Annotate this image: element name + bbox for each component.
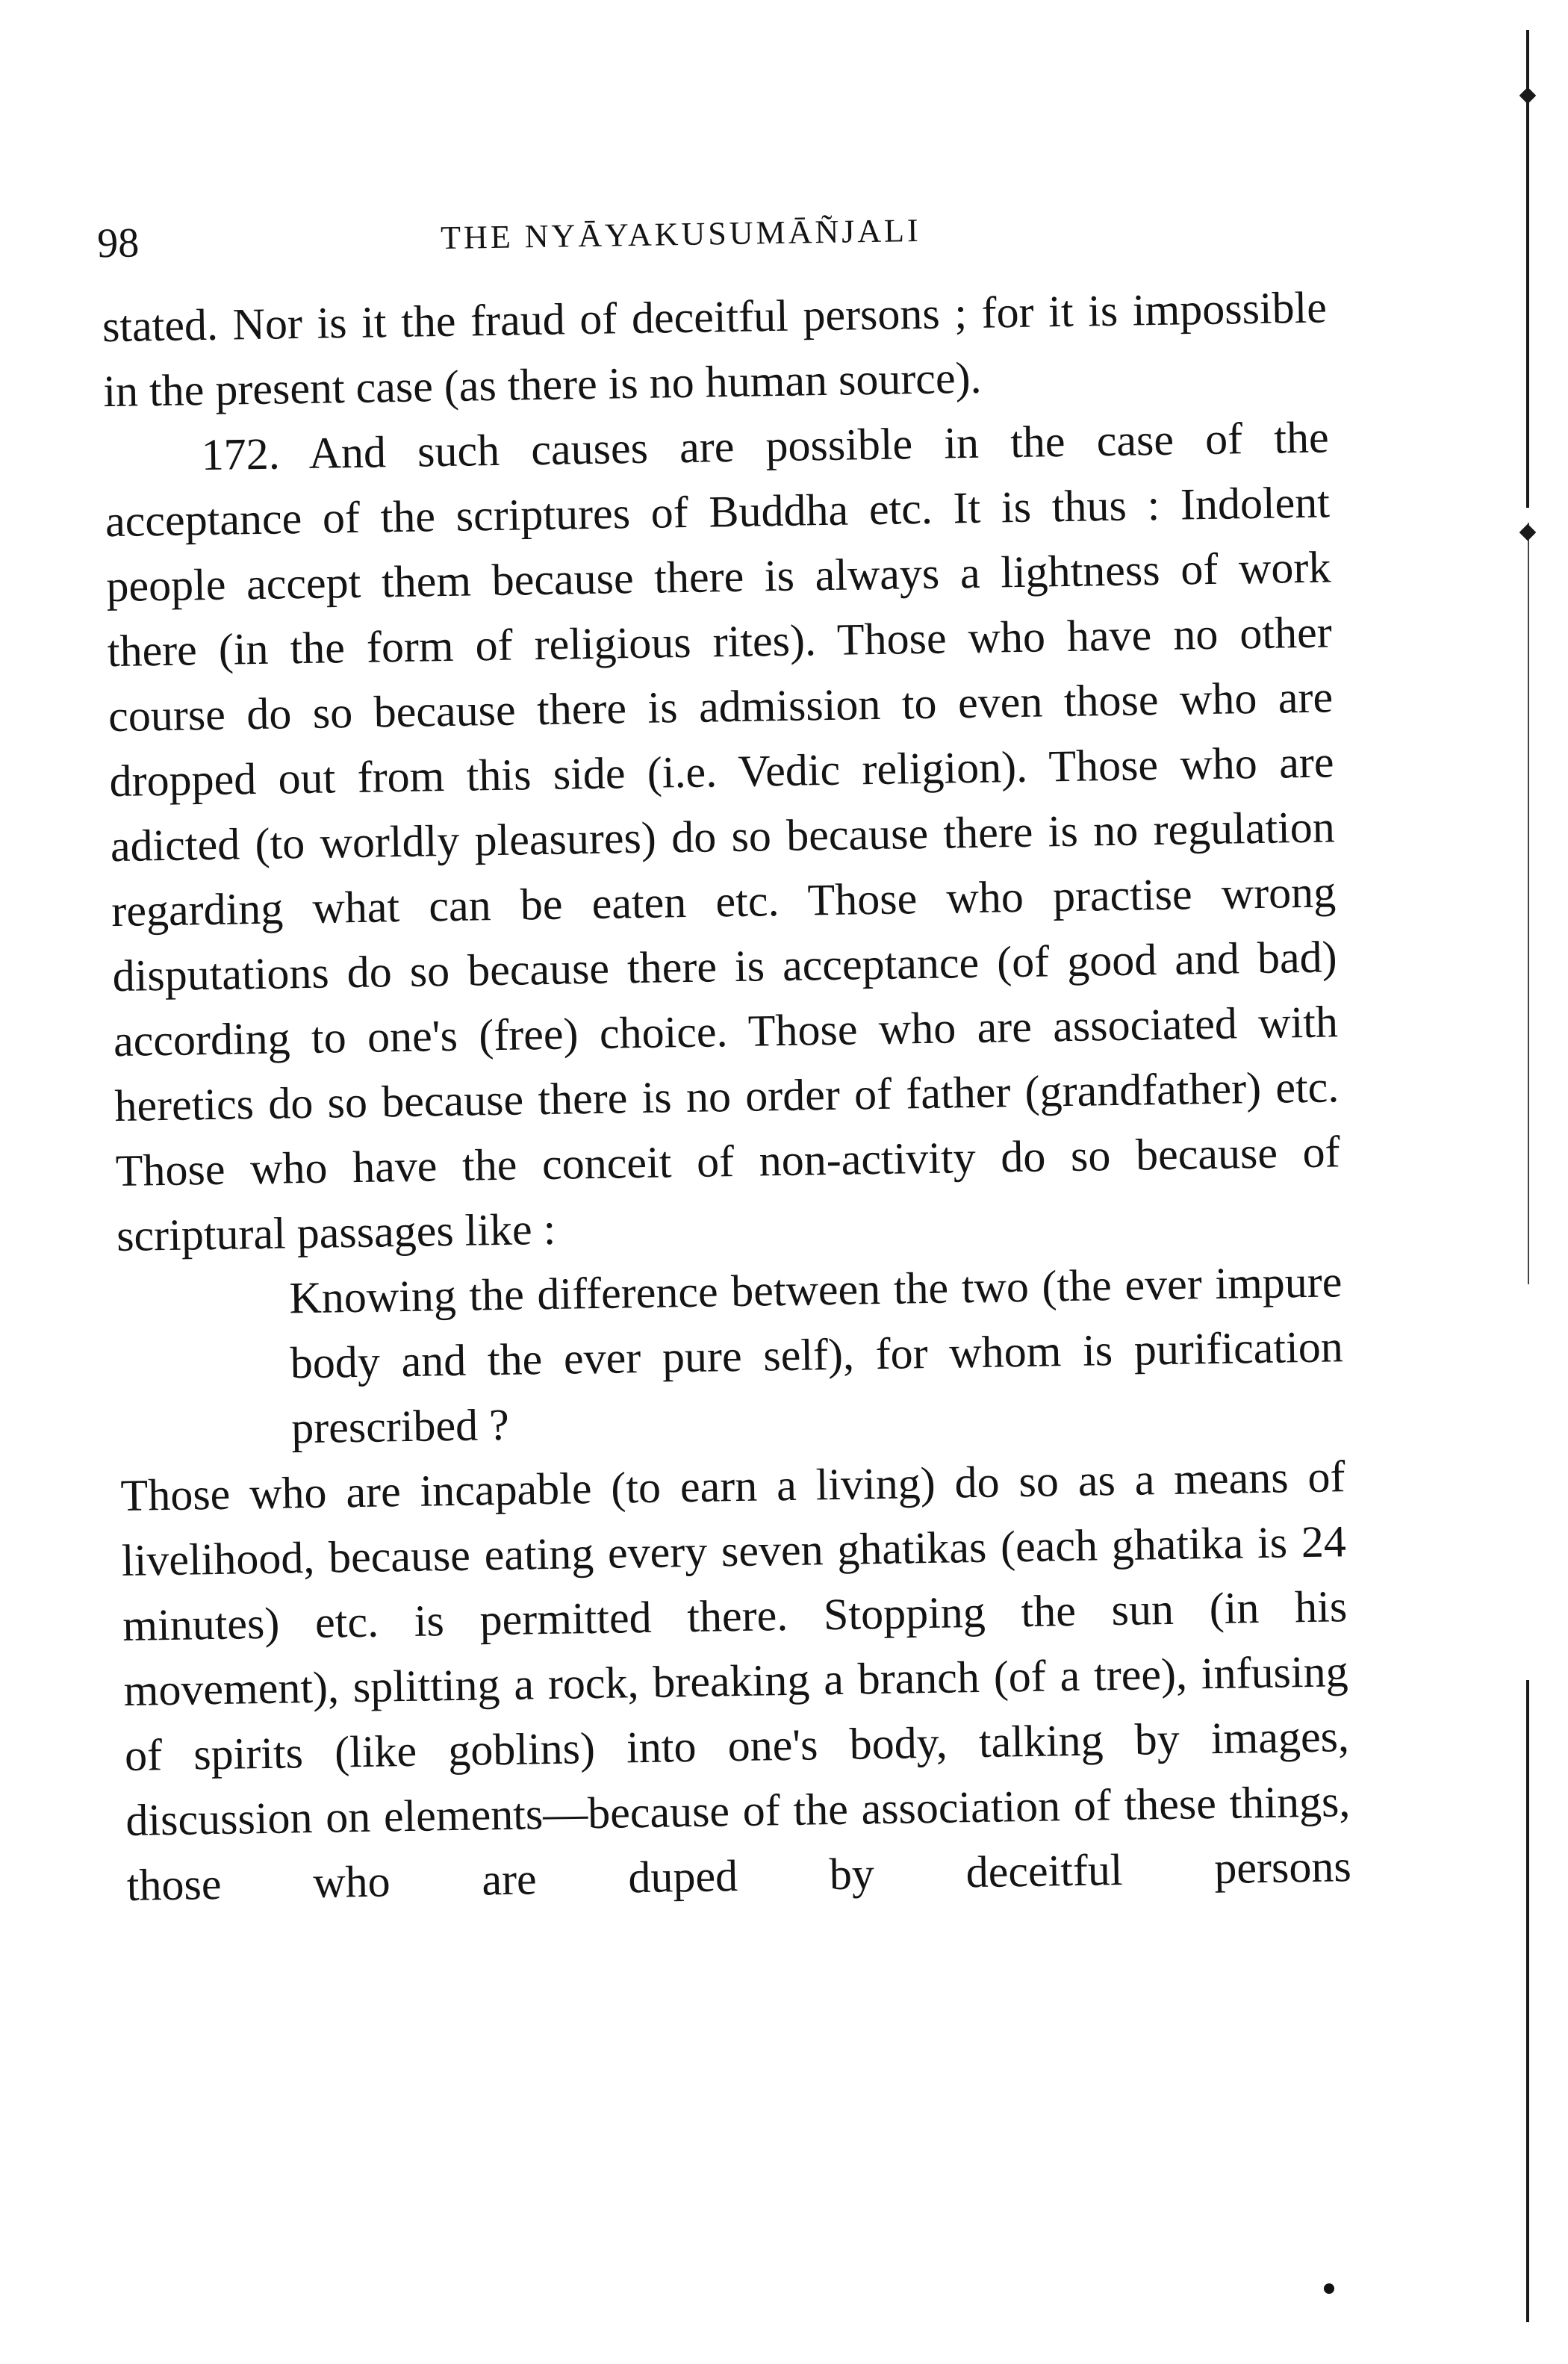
page-number: 98 bbox=[96, 220, 140, 267]
paragraph: Those who are incapable (to earn a living) do so as a means of livelihood, because eating every seven ghatikas (each ghatika is 24 minutes) etc. is permitted there. Stopping the sun (in his movement), splitting a rock, breaking a branch (of a tree), infusing of spirits (like goblins) into one's body, talking by images, discussion on elements—because of the association of these things, those who are duped by deceitful persons bbox=[120, 1452, 1352, 1910]
binding-edge-line bbox=[1528, 523, 1529, 1284]
paragraph: stated. Nor is it the fraud of deceitful persons ; for it is impossible in the present case (as there is no human source). bbox=[102, 282, 1328, 417]
running-head: THE NYĀYAKUSUMĀÑJALI bbox=[440, 211, 921, 257]
ink-speck bbox=[1324, 2283, 1334, 2294]
page-header bbox=[97, 194, 1330, 273]
paragraph: 172. And such causes are possible in the case of the acceptance of the scriptures of Buddha etc. It is thus : Indolent people accept them because there is always a lightness of work there (in the form of religious rites). Those who have no other course do so because there is admission to even those who are dropped out from this side (i.e. Vedic religion). Those who are adicted (to worldly pleasures) do so because there is no regulation regarding what can be eaten etc. Those who practise wrong disputations do so because there is acceptance (of good and bad) according to one's (free) choice. Those who are associated with heretics do so because there is no order of father (grandfather) etc. Those who have the conceit of non-activity do so because of scriptural passages like : bbox=[105, 412, 1341, 1261]
binding-edge-line bbox=[1526, 1680, 1529, 2322]
body-text bbox=[102, 275, 1351, 1917]
verse-quotation: Knowing the difference between the two (the ever impure body and the ever pure self), for whom is purification prescribed ? bbox=[288, 1257, 1344, 1453]
